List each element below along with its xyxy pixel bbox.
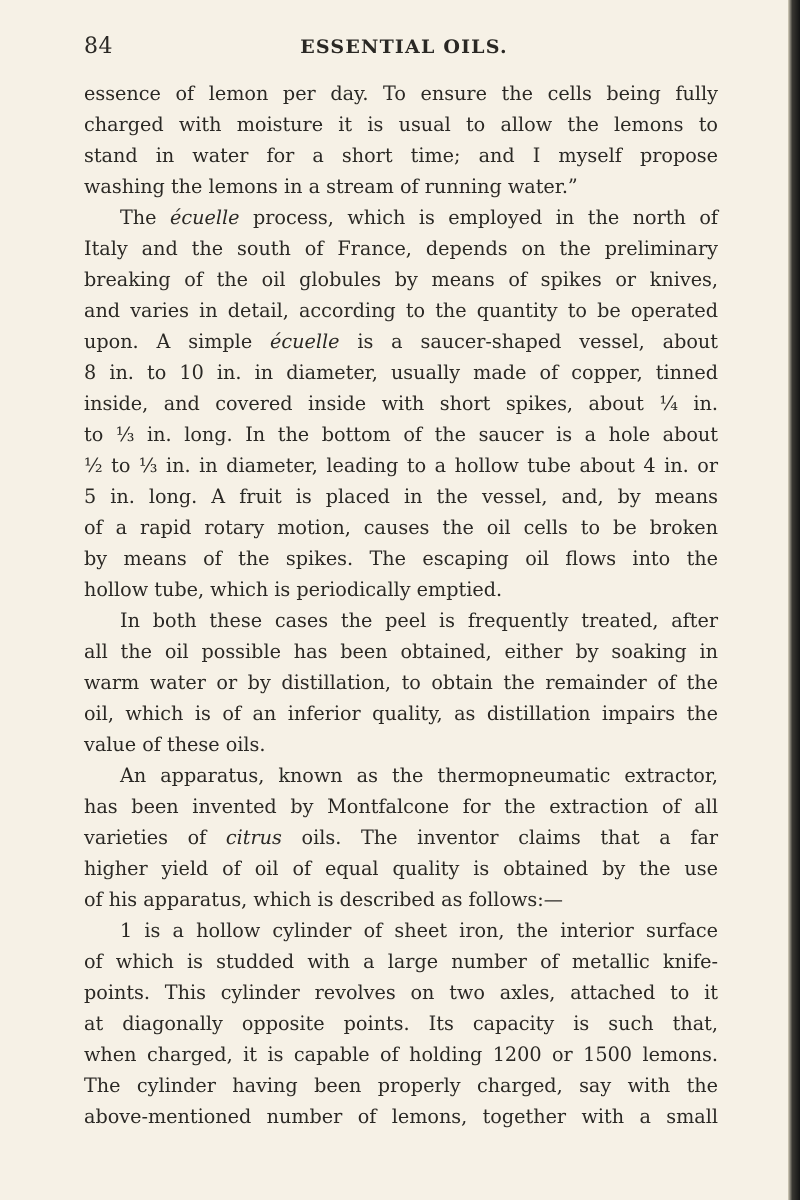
page-number: 84 bbox=[84, 34, 113, 59]
text-line: by means of the spikes. The escaping oil flows into the bbox=[84, 547, 718, 570]
text-line: 8 in. to 10 in. in diameter, usually made of copper, tinned bbox=[84, 361, 718, 384]
text-line: of a rapid rotary motion, causes the oil cells to be broken bbox=[84, 516, 718, 539]
text-line: value of these oils. bbox=[84, 733, 266, 756]
text-line: In both these cases the peel is frequently treated, after bbox=[120, 609, 718, 632]
text-line: 5 in. long. A fruit is placed in the vessel, and, by means bbox=[84, 485, 718, 508]
text-line: oil, which is of an inferior quality, as distillation impairs the bbox=[84, 702, 718, 725]
text-line: Italy and the south of France, depends on the preliminary bbox=[84, 237, 718, 260]
text-line: essence of lemon per day. To ensure the cells being fully bbox=[84, 82, 718, 105]
page-header bbox=[84, 30, 724, 66]
text-line: of which is studded with a large number of metallic knife- bbox=[84, 950, 718, 973]
text-line: stand in water for a short time; and I myself propose bbox=[84, 144, 718, 167]
text-line: charged with moisture it is usual to allow the lemons to bbox=[84, 113, 718, 136]
text-line: hollow tube, which is periodically emptied. bbox=[84, 578, 503, 601]
text-line: breaking of the oil globules by means of spikes or knives, bbox=[84, 268, 718, 291]
text-line: when charged, it is capable of holding 1200 or 1500 lemons. bbox=[84, 1043, 718, 1066]
text-line: The cylinder having been properly charged, say with the bbox=[84, 1074, 718, 1097]
italic-term: citrus bbox=[225, 826, 282, 849]
text-line: to ⅓ in. long. In the bottom of the saucer is a hole about bbox=[84, 423, 718, 446]
body-text bbox=[84, 78, 718, 1132]
text-line: 1 is a hollow cylinder of sheet iron, the interior surface bbox=[120, 919, 718, 942]
page-edge-shadow bbox=[788, 0, 800, 1200]
text-line: and varies in detail, according to the quantity to be operated bbox=[84, 299, 718, 322]
text-line: varieties of citrus oils. The inventor claims that a far bbox=[84, 826, 718, 849]
text-line: The écuelle process, which is employed in the north of bbox=[120, 206, 718, 229]
text-line: An apparatus, known as the thermopneumatic extractor, bbox=[120, 764, 718, 787]
text-line: points. This cylinder revolves on two axles, attached to it bbox=[84, 981, 718, 1004]
text-line: of his apparatus, which is described as follows:— bbox=[84, 888, 563, 911]
text-line: ½ to ⅓ in. in diameter, leading to a hollow tube about 4 in. or bbox=[84, 454, 718, 477]
text-line: has been invented by Montfalcone for the extraction of all bbox=[84, 795, 718, 818]
text-line: all the oil possible has been obtained, either by soaking in bbox=[84, 640, 718, 663]
text-line: higher yield of oil of equal quality is obtained by the use bbox=[84, 857, 718, 880]
text-line: above-mentioned number of lemons, together with a small bbox=[84, 1105, 718, 1128]
italic-term: écuelle bbox=[170, 206, 240, 229]
text-line: upon. A simple écuelle is a saucer-shaped vessel, about bbox=[84, 330, 718, 353]
text-line: at diagonally opposite points. Its capacity is such that, bbox=[84, 1012, 718, 1035]
text-line: inside, and covered inside with short spikes, about ¼ in. bbox=[84, 392, 718, 415]
running-head: ESSENTIAL OILS. bbox=[300, 36, 508, 58]
italic-term: écuelle bbox=[270, 330, 340, 353]
text-line: washing the lemons in a stream of running water.” bbox=[84, 175, 578, 198]
text-line: warm water or by distillation, to obtain the remainder of the bbox=[84, 671, 718, 694]
